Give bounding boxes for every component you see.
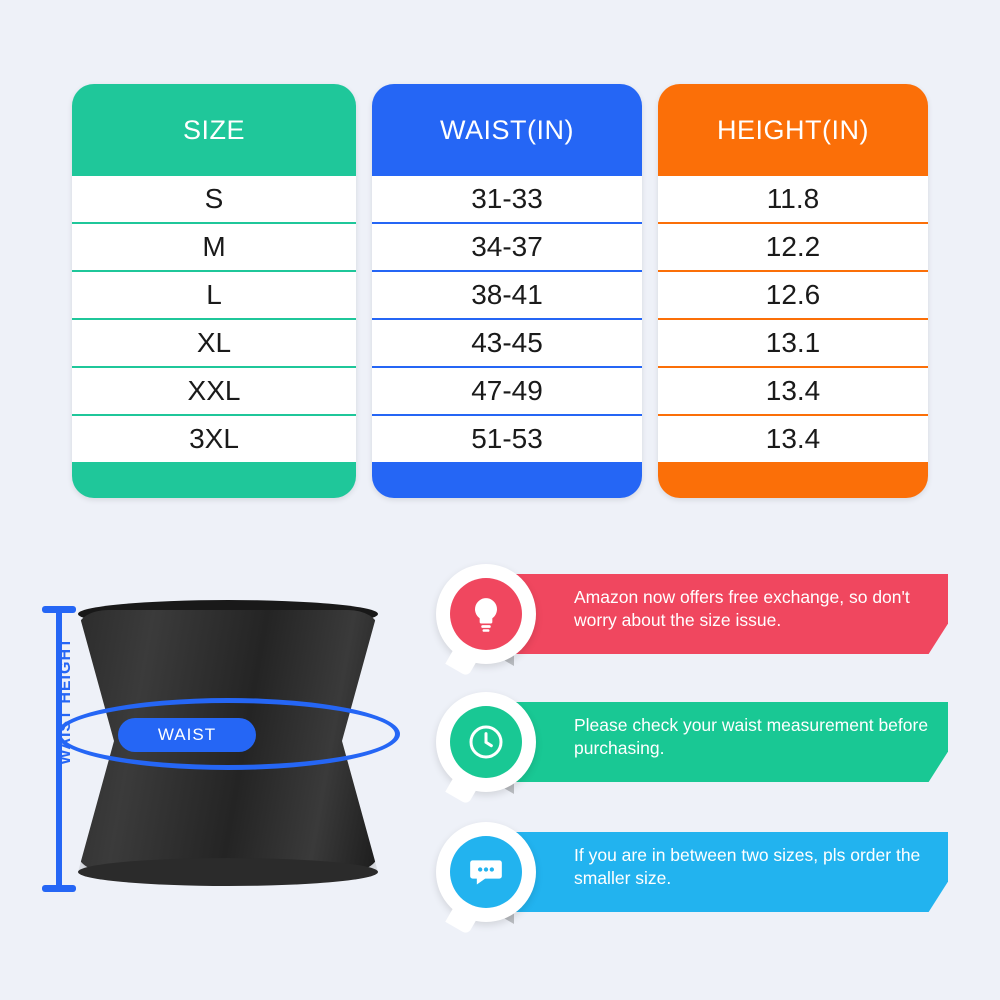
table-cell: 13.1 — [658, 320, 928, 366]
table-cell: XL — [72, 320, 356, 366]
table-column-size — [72, 84, 356, 498]
height-measure-bar — [42, 606, 76, 892]
waist-label: WAIST — [118, 718, 256, 752]
column-header-size: SIZE — [182, 114, 245, 145]
table-cell: 12.6 — [658, 272, 928, 318]
table-cell: S — [72, 176, 356, 222]
column-body-height — [658, 176, 928, 498]
column-header-height: HEIGHT(IN) — [717, 114, 869, 145]
table-cell: 13.4 — [658, 368, 928, 414]
note-text: If you are in between two sizes, pls order the smaller size. — [574, 845, 921, 889]
table-cell: M — [72, 224, 356, 270]
note-item — [430, 822, 948, 918]
table-cell: 38-41 — [372, 272, 642, 318]
height-cap-bottom-icon — [42, 885, 76, 892]
belt-bottom-edge — [78, 858, 378, 886]
table-cell: 3XL — [72, 416, 356, 462]
size-chart-table — [72, 84, 928, 498]
table-cell: 47-49 — [372, 368, 642, 414]
table-cell: 13.4 — [658, 416, 928, 462]
table-cell: 31-33 — [372, 176, 642, 222]
table-column-waist — [372, 84, 642, 498]
note-text: Amazon now offers free exchange, so don't worry about the size issue. — [574, 587, 910, 631]
note-icon-bubble — [436, 822, 536, 922]
note-text: Please check your waist measurement before purchasing. — [574, 715, 929, 759]
table-cell: 34-37 — [372, 224, 642, 270]
table-cell: L — [72, 272, 356, 318]
note-icon-bubble — [436, 564, 536, 664]
waist-height-label: WAIST HEIGHT — [57, 637, 74, 765]
column-body-waist — [372, 176, 642, 498]
column-body-size — [72, 176, 356, 498]
note-icon-bubble — [436, 692, 536, 792]
chat-bubble-icon — [450, 836, 522, 908]
table-cell: 51-53 — [372, 416, 642, 462]
note-item — [430, 692, 948, 788]
column-header-waist: WAIST(IN) — [440, 114, 574, 145]
table-cell: XXL — [72, 368, 356, 414]
notes-list — [430, 556, 982, 976]
height-cap-top-icon — [42, 606, 76, 613]
table-cell: 43-45 — [372, 320, 642, 366]
lightbulb-icon — [450, 578, 522, 650]
note-item — [430, 564, 948, 660]
table-column-height — [658, 84, 928, 498]
clock-icon — [450, 706, 522, 778]
table-cell: 12.2 — [658, 224, 928, 270]
waist-trainer-illustration — [20, 560, 440, 980]
table-cell: 11.8 — [658, 176, 928, 222]
